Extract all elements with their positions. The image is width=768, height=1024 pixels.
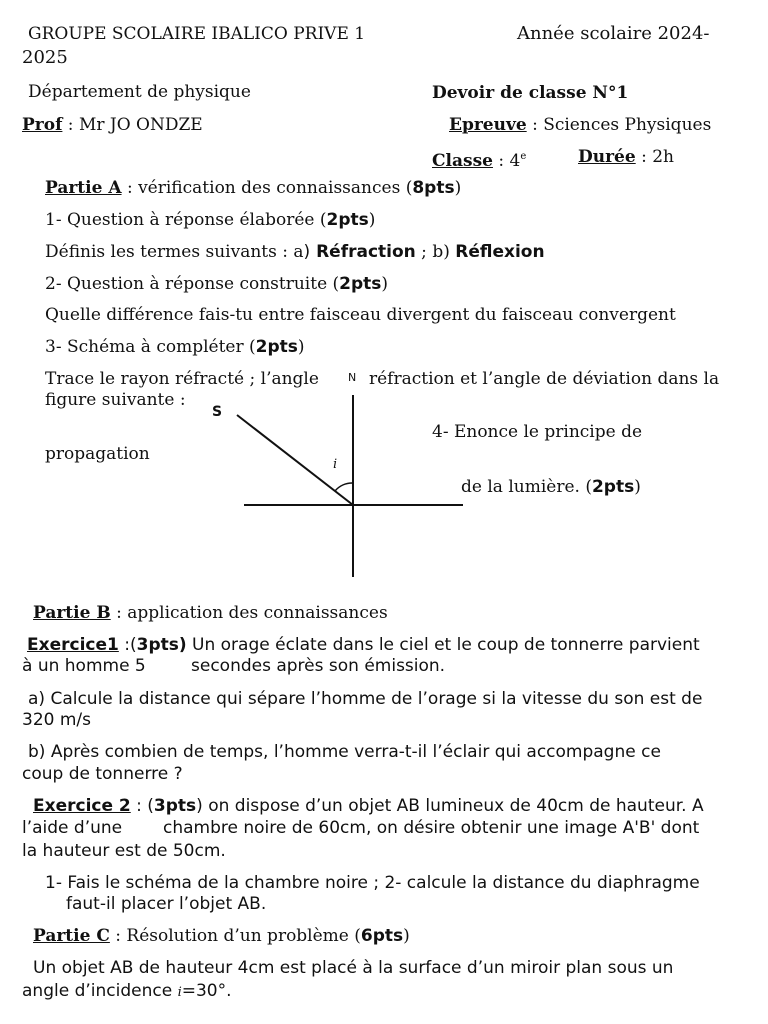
devoir-title: Devoir de classe N°1 — [432, 83, 629, 103]
problem-angle-value: =30°. — [181, 981, 232, 1001]
term-refraction: Réfraction — [310, 242, 416, 262]
prof-label: Prof — [22, 115, 63, 135]
school-year: Année scolaire 2024- — [517, 23, 710, 44]
q1-pre: Définis les termes suivants : a — [45, 242, 304, 262]
problem-angle-symbol: i — [177, 985, 182, 1000]
epreuve-label: Epreuve — [449, 115, 527, 135]
department: Département de physique — [28, 82, 251, 102]
partC-label: Partie C — [33, 926, 110, 946]
question-4-a: 4- Enonce le principe de — [432, 422, 643, 442]
question-4-b: propagation — [45, 444, 150, 464]
q3-pts: 2pts — [255, 337, 298, 357]
partC-heading — [33, 925, 410, 947]
incidence-angle-arc — [335, 483, 353, 491]
normal-label: N — [348, 371, 357, 384]
question-3-body-b: réfraction et l’angle de déviation dans la — [369, 369, 720, 389]
q1-mid: ; b) — [415, 242, 456, 262]
term-reflexion: Réflexion — [455, 242, 545, 262]
q3-text: 3- Schéma à compléter ( — [45, 337, 256, 357]
q1-paren: ) — [303, 242, 311, 262]
ex2-open: : ( — [130, 796, 154, 816]
partA-label: Partie A — [45, 178, 122, 198]
q4-close: ) — [634, 477, 641, 497]
classe-sup: e — [520, 151, 527, 162]
duree-value: : 2h — [635, 147, 675, 167]
exercise-2-line2a: l’aide d’une — [22, 818, 123, 838]
angle-i-label: i — [333, 457, 338, 472]
exercise-1-line1 — [27, 634, 700, 656]
classe-value: : 4 — [492, 151, 521, 171]
exercise-1-b-line1: b) Après combien de temps, l’homme verra-t-il l’éclair qui accompagne ce — [28, 742, 661, 762]
partC-pts: 6pts — [360, 926, 404, 946]
ex2-text: ) on dispose d’un objet AB lumineux de 40cm de hauteur. A — [196, 796, 704, 816]
school-name: GROUPE SCOLAIRE IBALICO PRIVE 1 — [28, 24, 366, 44]
q3-close: ) — [297, 337, 305, 357]
partA-desc: : vérification des connaissances ( — [121, 178, 413, 198]
source-label: S — [212, 404, 223, 420]
question-3-body-c: figure suivante : — [45, 390, 186, 410]
school-year-end: 2025 — [22, 47, 68, 68]
ex1-label: Exercice1 — [27, 635, 119, 655]
question-2-body: Quelle différence fais-tu entre faisceau divergent du faisceau convergent — [45, 305, 676, 325]
classe-label: Classe — [432, 151, 493, 171]
q1-pts: 2pts — [326, 210, 369, 230]
partB-desc: : application des connaissances — [110, 603, 388, 623]
q2-text: 2- Question à réponse construite ( — [45, 274, 340, 294]
question-3-body-a: Trace le rayon réfracté ; l’angle — [45, 369, 319, 389]
ex1-text: Un orage éclate dans le ciel et le coup de tonnerre parvient — [186, 635, 700, 655]
exercise-1-line2a: à un homme 5 — [22, 656, 146, 676]
partB-label: Partie B — [33, 603, 111, 623]
q2-close: ) — [381, 274, 389, 294]
partC-desc: : Résolution d’un problème ( — [109, 926, 361, 946]
epreuve-value: : Sciences Physiques — [526, 115, 712, 135]
exercise-2-questions-line1: 1- Fais le schéma de la chambre noire ; 2- calcule la distance du diaphragme — [45, 873, 700, 893]
q1-text: 1- Question à réponse élaborée ( — [45, 210, 327, 230]
partC-close: ) — [403, 926, 410, 946]
problem-text: angle d’incidence — [22, 981, 178, 1001]
prof-value: : Mr JO ONDZE — [62, 115, 203, 135]
exercise-1-a-line2: 320 m/s — [22, 710, 91, 730]
exercise-1-b-line2: coup de tonnerre ? — [22, 764, 183, 784]
problem-line1: Un objet AB de hauteur 4cm est placé à la surface d’un miroir plan sous un — [33, 958, 674, 978]
q4-text: de la lumière. ( — [461, 477, 592, 497]
exercise-2-questions-line2: faut-il placer l’objet AB. — [66, 894, 267, 914]
exercise-2-line1 — [33, 795, 704, 817]
q2-pts: 2pts — [339, 274, 382, 294]
ex1-pts: 3pts) — [136, 635, 187, 655]
exercise-1-a-line1: a) Calcule la distance qui sépare l’homme de l’orage si la vitesse du son est de — [28, 689, 703, 709]
exercise-1-line2b: secondes après son émission. — [191, 656, 446, 676]
exercise-2-line3: la hauteur est de 50cm. — [22, 841, 226, 861]
ex1-open: :( — [118, 635, 137, 655]
ex2-pts: 3pts — [153, 796, 197, 816]
exercise-2-line2b: chambre noire de 60cm, on désire obtenir une image A'B' dont — [163, 818, 700, 838]
duree-label: Durée — [578, 147, 636, 167]
ex2-label: Exercice 2 — [33, 796, 131, 816]
q1-close: ) — [368, 210, 376, 230]
partA-pts: 8pts — [412, 178, 455, 198]
q4-pts: 2pts — [591, 477, 635, 497]
partB-heading — [33, 602, 388, 624]
partA-close: ) — [454, 178, 462, 198]
problem-line2 — [22, 980, 232, 1004]
